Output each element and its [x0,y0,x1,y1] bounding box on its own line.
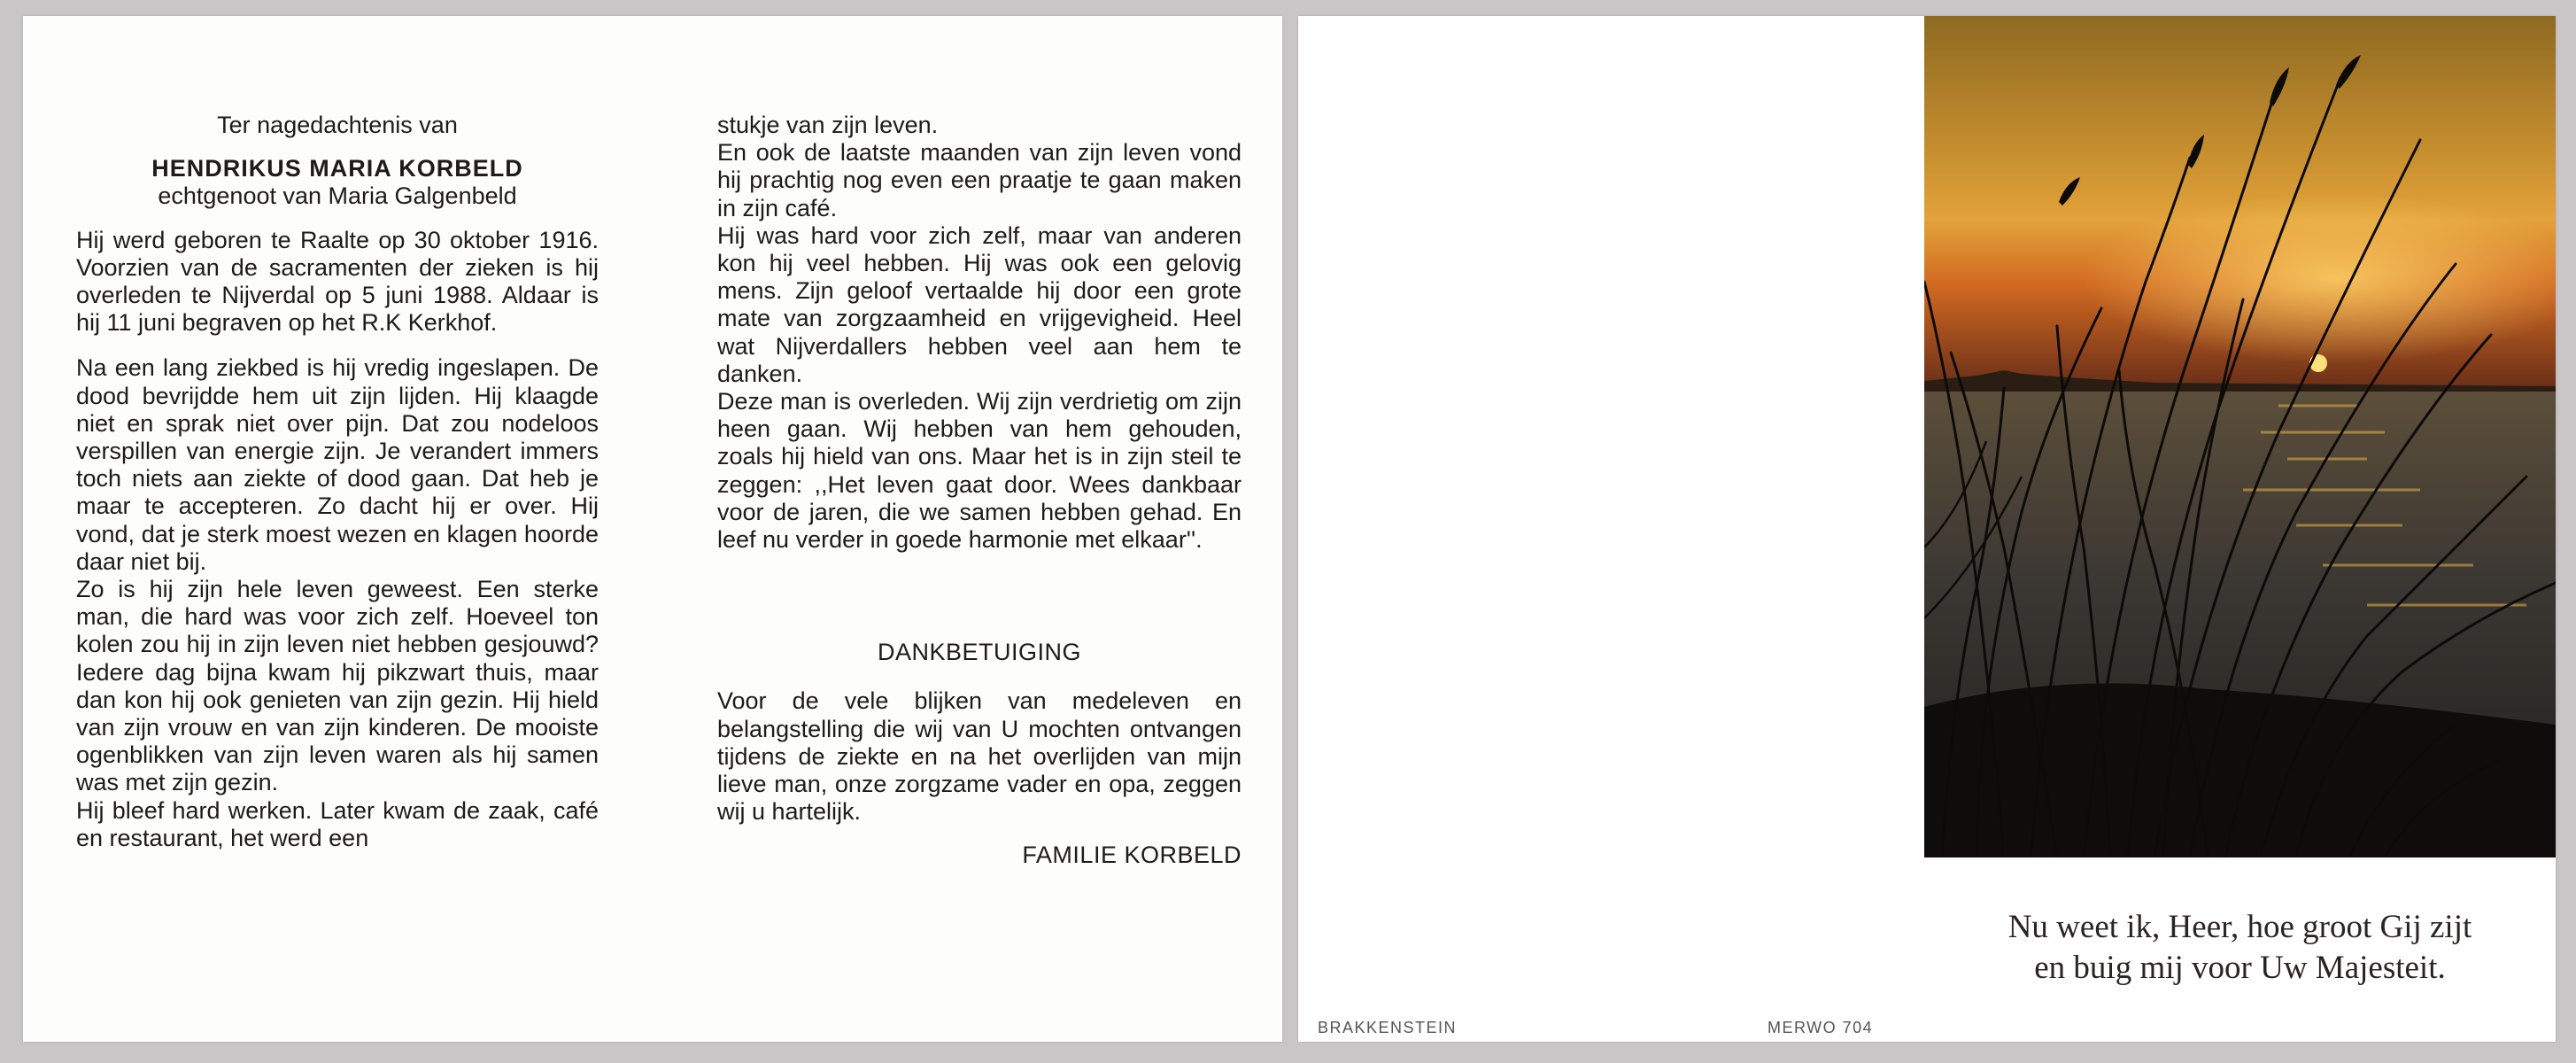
print-code: MERWO 704 [1768,1019,1874,1036]
paragraph-last-months: En ook de laatste maanden van zijn leven vond hij prachtig nog even een praatje te gaan maken in zijn café. [717,139,1242,221]
text-column-1 [76,112,599,852]
paragraph-birth: Hij werd geboren te Raalte op 30 oktober 1916. Voorzien van de sacramenten der zieken is hij overleden te Nijverdal op 5 juni 1988. Aldaar is hij 11 juni begraven op het R.K Kerkhof. [76,226,599,337]
paragraph-illness: Na een lang ziekbed is hij vredig ingeslapen. De dood bevrijdde hem uit zijn lijden. Hij klaagde niet en sprak niet over pijn. Dat zou nodeloos verspillen van energie zijn. Je verandert immers toch niets aan ziekte of dood gaan. Dat heb je maar te accepteren. Zo dacht hij er over. Hij vond, dat je sterk moest wezen en klagen hoorde daar niet bij. [76,354,599,575]
thanks-text: Voor de vele blijken van medeleven en belangstelling die wij van U mochten ontvangen tijdens de ziekte en na het overlijden van mijn lieve man, onze zorgzame vader en opa, zeggen wij u hartelijk. [717,687,1242,826]
verse-line-1: Nu weet ik, Heer, hoe groot Gij zijt [2007,909,2472,945]
paragraph-character: Hij was hard voor zich zelf, maar van anderen kon hij veel hebben. Hij was ook een gelovig mens. Zijn geloof vertaalde hij door een grote mate van zorgzaamheid en vrijgevigheid. Heel wat Nijverdallers hebben veel aan hem te danken. [717,221,1242,387]
spouse-line: echtgenoot van Maria Galgenbeld [158,182,517,210]
publisher-imprint: BRAKKENSTEIN [1318,1019,1458,1036]
left-card [23,16,1282,1042]
sunset-reeds-illustration [1924,16,2556,857]
paragraph-continued: stukje van zijn leven. [717,112,939,138]
paragraph-work: Hij bleef hard werken. Later kwam de zaak, café en restaurant, het werd een [76,796,599,851]
deceased-name: HENDRIKUS MARIA KORBELD [151,155,523,182]
family-signature: FAMILIE KORBELD [1022,842,1242,869]
text-column-2 [717,112,1242,870]
thanks-heading: DANKBETUIGING [877,639,1082,666]
right-card [1298,16,2556,1042]
verse-line-2: en buig mij voor Uw Majesteit. [2034,950,2446,986]
paragraph-farewell: Deze man is overleden. Wij zijn verdrietig om zijn heen gaan. Wij hebben van hem gehouden, zoals hij hield van ons. Maar het is in zijn steil te zeggen: ,,Het leven gaat door. Wees dankbaar voor de jaren, die we samen hebben gehad. En leef nu verder in goede harmonie met elkaar''. [717,388,1242,554]
paragraph-life: Zo is hij zijn hele leven geweest. Een sterke man, die hard was voor zich zelf. Hoeveel ton kolen zou hij in zijn leven niet hebben gesjouwd? Iedere dag bijna kwam hij pikzwart thuis, maar dan kon hij ook genieten van zijn gezin. Hij hield van zijn vrouw en van zijn kinderen. De mooiste ogenblikken van zijn leven waren als hij samen was met zijn gezin. [76,576,599,796]
sunset-reeds-photo [1924,16,2556,857]
bible-verse [1924,907,2556,989]
memorial-intro: Ter nagedachtenis van [217,112,458,138]
